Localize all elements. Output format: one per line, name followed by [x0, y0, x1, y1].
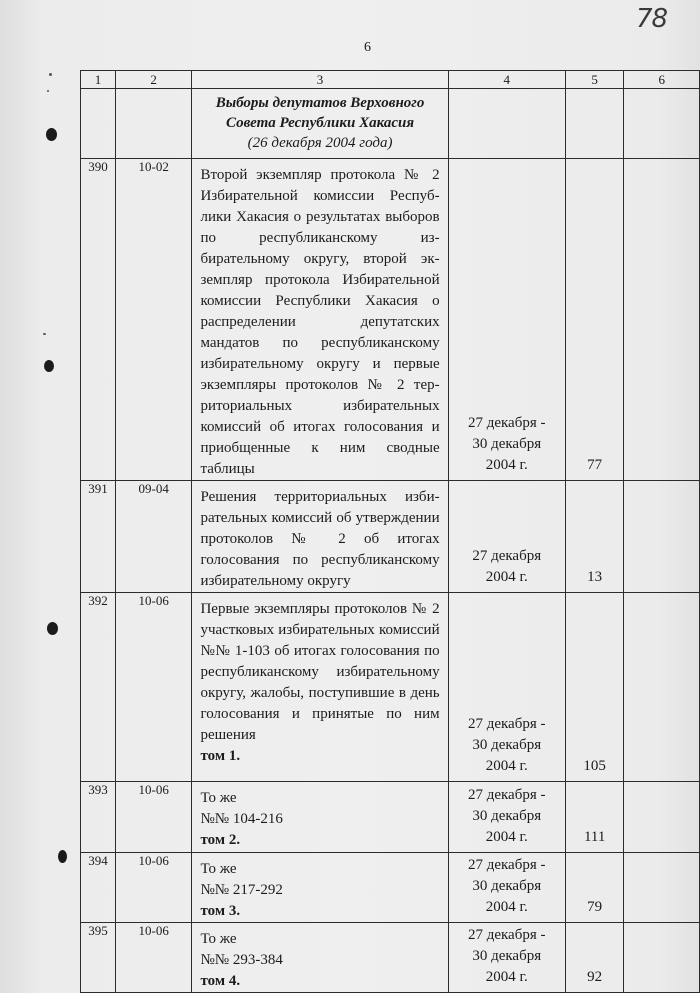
section-heading — [192, 89, 448, 159]
punch-hole-mark — [46, 128, 57, 141]
table-row — [81, 593, 700, 782]
column-number: 6 — [624, 71, 700, 89]
date-line: 2004 г. — [485, 899, 528, 915]
volume-label: том 4. — [200, 973, 241, 989]
date-line: 2004 г. — [485, 569, 528, 585]
notes-cell — [624, 853, 700, 923]
item-number: 391 — [81, 481, 116, 593]
item-count-cell — [565, 853, 624, 923]
punch-hole-mark — [47, 622, 58, 635]
item-dates — [449, 714, 565, 777]
item-range: №№ 217-292 — [200, 882, 283, 898]
date-line: 30 декабря — [472, 948, 542, 964]
volume-label: том 2. — [200, 832, 241, 848]
date-line: 27 декабря — [472, 548, 542, 564]
date-line: 27 декабря - — [467, 927, 546, 943]
item-dates — [449, 785, 565, 848]
item-dates — [449, 413, 565, 476]
archive-sheet-number: 78 — [636, 4, 668, 34]
empty-cell — [115, 89, 192, 159]
item-index: 09-04 — [115, 481, 192, 593]
item-index: 10-06 — [115, 853, 192, 923]
column-number-row — [81, 71, 700, 89]
table-row — [81, 782, 700, 853]
item-number: 394 — [81, 853, 116, 923]
empty-cell — [81, 89, 116, 159]
column-number: 2 — [115, 71, 192, 89]
column-number: 5 — [565, 71, 624, 89]
item-title-cell — [192, 481, 448, 593]
date-line: 27 декабря - — [467, 857, 546, 873]
date-line: 30 декабря — [472, 808, 542, 824]
volume-label: том 1. — [200, 748, 241, 764]
column-number: 1 — [81, 71, 116, 89]
paper-speck — [47, 90, 49, 92]
notes-cell — [624, 923, 700, 993]
item-title: То же — [200, 861, 237, 877]
punch-hole-mark — [44, 360, 54, 372]
table-row — [81, 853, 700, 923]
empty-cell — [565, 89, 624, 159]
item-title-cell — [192, 923, 448, 993]
item-title: То же — [200, 931, 237, 947]
item-range: №№ 293-384 — [200, 952, 283, 968]
sheet-count: 92 — [587, 969, 603, 985]
notes-cell — [624, 481, 700, 593]
date-line: 2004 г. — [485, 969, 528, 985]
item-title-cell — [192, 782, 448, 853]
item-count-cell — [565, 481, 624, 593]
item-title: Первые экземпляры протоколов № 2 участковых избирательных комиссий №№ 1-103 об итогах голосования по республиканскому избирательному округу, жалобы, поступившие в день голосования и принятые по ним решения — [200, 601, 440, 743]
table-row — [81, 481, 700, 593]
item-dates-cell — [448, 593, 565, 782]
item-dates-cell — [448, 481, 565, 593]
sheet-count: 13 — [587, 569, 603, 585]
item-range: №№ 104-216 — [200, 811, 283, 827]
item-number: 390 — [81, 159, 116, 481]
paper-speck — [43, 333, 46, 335]
date-line: 30 декабря — [472, 737, 542, 753]
item-index: 10-06 — [115, 782, 192, 853]
sheet-count: 111 — [583, 829, 606, 845]
item-dates — [449, 925, 565, 988]
table-row — [81, 159, 700, 481]
table-row — [81, 923, 700, 993]
item-dates — [449, 546, 565, 588]
date-line: 30 декабря — [472, 878, 542, 894]
item-index: 10-06 — [115, 593, 192, 782]
item-dates-cell — [448, 782, 565, 853]
item-count-cell — [565, 782, 624, 853]
date-line: 2004 г. — [485, 829, 528, 845]
date-line: 30 декабря — [472, 436, 542, 452]
item-index: 10-02 — [115, 159, 192, 481]
item-title: Решения территориальных избирательных комиссий об утверждении протоколов № 2 об итогах голосования по республиканскому избирательному округу — [200, 489, 440, 589]
empty-cell — [448, 89, 565, 159]
page-number: 6 — [364, 40, 371, 55]
punch-hole-mark — [58, 850, 67, 863]
item-dates — [449, 855, 565, 918]
date-line: 2004 г. — [485, 457, 528, 473]
paper-speck — [49, 73, 52, 76]
item-number: 395 — [81, 923, 116, 993]
column-number: 4 — [448, 71, 565, 89]
item-number: 393 — [81, 782, 116, 853]
column-number: 3 — [192, 71, 448, 89]
section-date: (26 декабря 2004 года) — [247, 135, 393, 151]
date-line: 2004 г. — [485, 758, 528, 774]
section-title-line: Совета Республики Хакасия — [226, 115, 415, 131]
date-line: 27 декабря - — [467, 415, 546, 431]
date-line: 27 декабря - — [467, 716, 546, 732]
inventory-table — [80, 70, 700, 993]
item-dates-cell — [448, 923, 565, 993]
notes-cell — [624, 782, 700, 853]
section-title-line: Выборы депутатов Верховного — [215, 95, 425, 111]
item-title: Второй экземпляр протокола № 2 Избирательной комиссии Республики Хакасия о результатах выборов по республиканскому избирательному округу, второй экземпляр протокола Избирательной комиссии Республики Хакасия о распределении депутатских мандатов по республиканскому избирательному округу и первые экземпляры протоколов № 2 территориальных избирательных комиссий об итогах голосования и приобщенные к ним сводные таблицы — [200, 167, 440, 477]
item-dates-cell — [448, 853, 565, 923]
item-title-cell — [192, 853, 448, 923]
sheet-count: 105 — [583, 758, 606, 774]
notes-cell — [624, 593, 700, 782]
item-number: 392 — [81, 593, 116, 782]
item-title: То же — [200, 790, 237, 806]
notes-cell — [624, 159, 700, 481]
item-count-cell — [565, 593, 624, 782]
sheet-count: 77 — [587, 457, 603, 473]
item-title-cell — [192, 593, 448, 782]
sheet-count: 79 — [587, 899, 603, 915]
volume-label: том 3. — [200, 903, 241, 919]
item-title-cell — [192, 159, 448, 481]
item-dates-cell — [448, 159, 565, 481]
section-heading-row — [81, 89, 700, 159]
date-line: 27 декабря - — [467, 787, 546, 803]
item-count-cell — [565, 159, 624, 481]
item-index: 10-06 — [115, 923, 192, 993]
item-count-cell — [565, 923, 624, 993]
empty-cell — [624, 89, 700, 159]
